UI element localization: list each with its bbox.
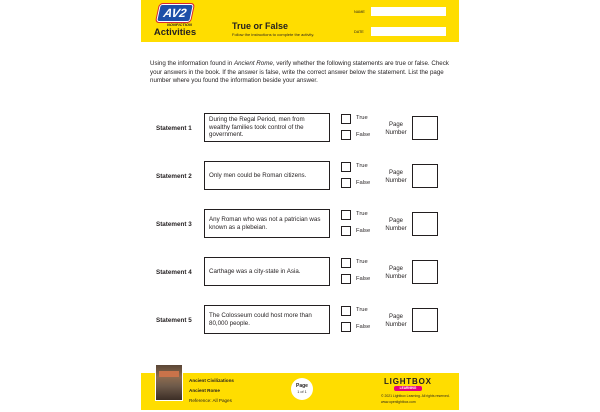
- false-checkbox[interactable]: [341, 130, 351, 140]
- page-number-label: Page Number: [385, 122, 407, 136]
- statement-text-box: [204, 257, 330, 286]
- name-label: NAME: [354, 10, 365, 14]
- book-cover-image: [155, 364, 183, 401]
- page-number-label: Page Number: [385, 266, 407, 280]
- false-label: False: [356, 276, 371, 282]
- true-checkbox[interactable]: [341, 306, 351, 316]
- true-label: True: [356, 259, 368, 265]
- statement-row: [141, 305, 459, 341]
- lightbox-learning-badge: LEARNING: [394, 386, 422, 391]
- false-label: False: [356, 228, 371, 234]
- page-title: True or False: [232, 21, 289, 31]
- header-bar: [141, 0, 459, 42]
- true-label: True: [356, 211, 368, 217]
- statement-text: Carthage was a city-state in Asia.: [209, 267, 301, 275]
- false-checkbox[interactable]: [341, 322, 351, 332]
- false-checkbox[interactable]: [341, 178, 351, 188]
- instructions: [150, 60, 450, 86]
- intro-text-end: , verify whether the following statements are true or false. Check your answers in the book. If the answer is false, write the correct answer below the statement. List the page number where you found the information beside your answer.: [150, 60, 449, 85]
- page-number-field[interactable]: [412, 308, 438, 332]
- statement-row: [141, 161, 459, 197]
- statement-text: During the Regal Period, men from wealthy families took control of the government.: [209, 115, 305, 139]
- true-checkbox[interactable]: [341, 162, 351, 172]
- book-cover-title: [159, 371, 179, 377]
- page-number-field[interactable]: [412, 164, 438, 188]
- statement-label: Statement 5: [156, 317, 192, 324]
- statement-text-box: [204, 161, 330, 190]
- page-subtitle: Follow the instructions to complete the activity.: [232, 32, 315, 37]
- statement-label: Statement 2: [156, 173, 192, 180]
- worksheet-page: [141, 0, 459, 410]
- false-checkbox[interactable]: [341, 274, 351, 284]
- statement-text: Only men could be Roman citizens.: [209, 171, 307, 179]
- page-indicator-label: Page: [296, 383, 308, 389]
- logo-subtext: NONFICTION: [167, 22, 192, 27]
- statement-row: [141, 113, 459, 149]
- footer-reference: Reference: All Pages: [189, 398, 232, 403]
- footer-series: Ancient Civilizations: [189, 378, 234, 383]
- intro-book-title: Ancient Rome: [233, 60, 273, 67]
- page-number-label: Page Number: [385, 218, 407, 232]
- false-checkbox[interactable]: [341, 226, 351, 236]
- true-label: True: [356, 163, 368, 169]
- statement-row: [141, 209, 459, 245]
- true-checkbox[interactable]: [341, 114, 351, 124]
- true-checkbox[interactable]: [341, 258, 351, 268]
- false-label: False: [356, 132, 371, 138]
- false-label: False: [356, 180, 371, 186]
- av2-logo-mark: AV2: [156, 4, 194, 22]
- footer-book: Ancient Rome: [189, 388, 220, 393]
- true-label: True: [356, 115, 368, 121]
- page-indicator: [291, 378, 313, 400]
- page-number-label: Page Number: [385, 314, 407, 328]
- statement-text-box: [204, 113, 330, 142]
- date-field[interactable]: [371, 27, 446, 36]
- statement-label: Statement 1: [156, 125, 192, 132]
- true-checkbox[interactable]: [341, 210, 351, 220]
- page-number-field[interactable]: [412, 212, 438, 236]
- statement-text-box: [204, 209, 330, 238]
- statement-label: Statement 3: [156, 221, 192, 228]
- page-indicator-number: 1 of 1: [297, 390, 307, 394]
- statement-text: The Colosseum could host more than 80,000 people.: [209, 311, 312, 327]
- statement-text-box: [204, 305, 330, 334]
- page-number-label: Page Number: [385, 170, 407, 184]
- statement-text: Any Roman who was not a patrician was known as a plebeian.: [209, 215, 321, 231]
- lightbox-logo: LIGHTBOX: [384, 377, 432, 386]
- name-field[interactable]: [371, 7, 446, 16]
- intro-text-start: Using the information found in: [150, 60, 234, 67]
- statement-label: Statement 4: [156, 269, 192, 276]
- page-number-field[interactable]: [412, 116, 438, 140]
- date-label: DATE: [354, 30, 364, 34]
- av2-logo: [149, 2, 199, 40]
- website-link[interactable]: www.openlightbox.com: [381, 400, 416, 404]
- copyright-text: © 2021 Lightbox Learning. All rights reserved.: [381, 394, 450, 398]
- statement-row: [141, 257, 459, 293]
- page-number-field[interactable]: [412, 260, 438, 284]
- logo-activities-label: Activities: [153, 27, 197, 38]
- true-label: True: [356, 307, 368, 313]
- false-label: False: [356, 324, 371, 330]
